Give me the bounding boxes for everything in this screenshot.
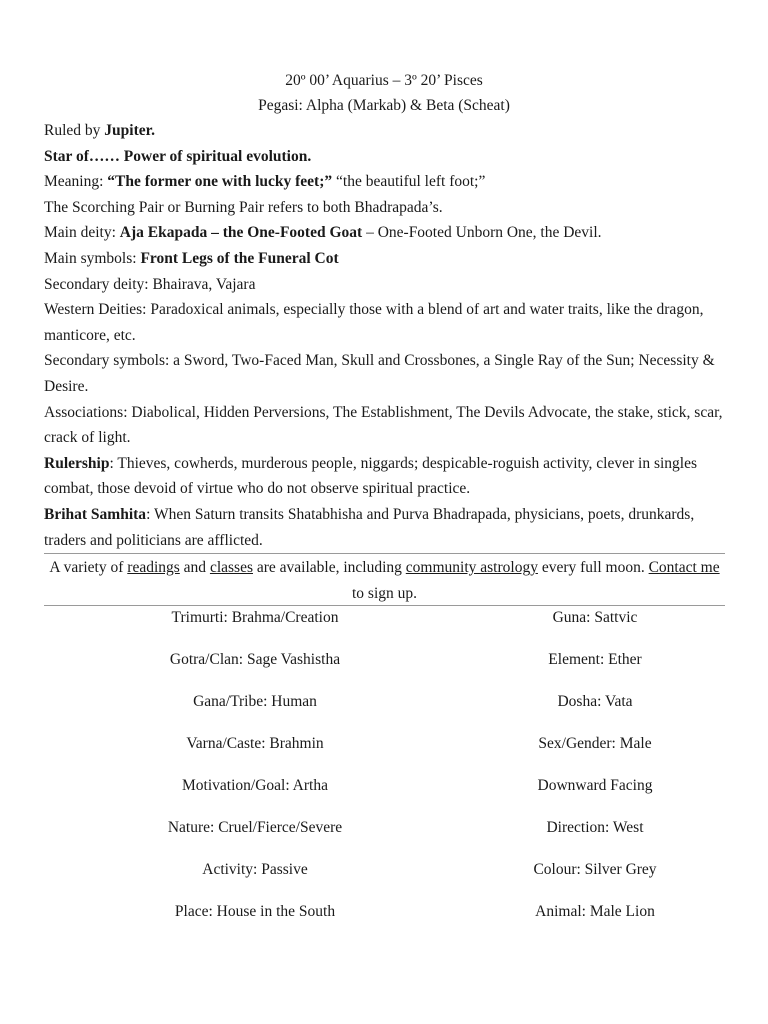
table-row bbox=[0, 691, 768, 733]
table-row bbox=[0, 649, 768, 691]
attribute-left: Place: House in the South bbox=[174, 903, 336, 920]
attribute-right: Guna: Sattvic bbox=[552, 609, 638, 626]
meaning-rest: “the beautiful left foot;” bbox=[332, 173, 486, 191]
promo-banner bbox=[44, 553, 725, 606]
secondary-deity: Secondary deity: Bhairava, Vajara bbox=[44, 275, 256, 293]
scorching-pair: The Scorching Pair or Burning Pair refers to both Bhadrapada’s. bbox=[44, 198, 443, 216]
ruled-by bbox=[44, 118, 734, 144]
secondary-symbols: Secondary symbols: a Sword, Two-Faced Man, Skull and Crossbones, a Single Ray of the Sun; Necessity & Desire. bbox=[44, 352, 715, 395]
attribute-right: Dosha: Vata bbox=[557, 693, 633, 710]
star-of-text: Star of…… Power of spiritual evolution. bbox=[44, 147, 312, 165]
attribute-left: Trimurti: Brahma/Creation bbox=[171, 609, 339, 626]
star-of bbox=[44, 144, 734, 170]
banner-text: every full moon. bbox=[537, 559, 649, 576]
contact-me-link[interactable]: Contact me bbox=[648, 559, 720, 576]
meaning-bold: “The former one with lucky feet;” bbox=[107, 173, 333, 191]
banner-text: to sign up. bbox=[351, 584, 418, 602]
table-row bbox=[0, 733, 768, 775]
ruled-label: Ruled by bbox=[44, 122, 105, 139]
deity-bold: Aja Ekapada – the One-Footed Goat bbox=[119, 224, 363, 242]
banner-text: and bbox=[179, 559, 210, 576]
table-row bbox=[0, 817, 768, 859]
attribute-right: Colour: Silver Grey bbox=[533, 861, 657, 878]
main-symbols bbox=[44, 246, 734, 272]
banner-text: A variety of bbox=[49, 559, 128, 576]
brihat-label: Brihat Samhita bbox=[44, 505, 147, 523]
rulership-label: Rulership bbox=[44, 454, 110, 472]
associations: Associations: Diabolical, Hidden Perversions, The Establishment, The Devils Advocate, the stake, stick, scar, crack of light. bbox=[44, 403, 723, 447]
attribute-left: Gotra/Clan: Sage Vashistha bbox=[169, 651, 341, 668]
deity-rest: – One-Footed Unborn One, the Devil. bbox=[362, 224, 602, 242]
table-row bbox=[0, 859, 768, 901]
table-row bbox=[0, 607, 768, 649]
community-astrology-link[interactable]: community astrology bbox=[405, 559, 538, 576]
main-deity bbox=[44, 220, 734, 246]
attribute-right: Direction: West bbox=[546, 819, 644, 836]
stars-line: Pegasi: Alpha (Markab) & Beta (Scheat) bbox=[258, 97, 510, 114]
degree-range: 20º 00’ Aquarius – 3º 20’ Pisces bbox=[285, 72, 483, 89]
symbols-bold: Front Legs of the Funeral Cot bbox=[140, 249, 339, 267]
table-row bbox=[0, 775, 768, 817]
attribute-left: Gana/Tribe: Human bbox=[193, 693, 317, 710]
banner-text: are available, including bbox=[252, 559, 406, 576]
attribute-left: Motivation/Goal: Artha bbox=[182, 777, 328, 794]
symbols-label: Main symbols: bbox=[44, 249, 141, 267]
rulership-rest: : Thieves, cowherds, murderous people, niggards; despicable-roguish activity, clever in singles combat, those devoid of virtue who do not observe spiritual practice. bbox=[44, 454, 698, 498]
western-deities: Western Deities: Paradoxical animals, especially those with a blend of art and water traits, like the dragon, manticore, etc. bbox=[44, 301, 704, 344]
attribute-right: Element: Ether bbox=[548, 651, 642, 668]
meaning bbox=[44, 169, 734, 195]
ruled-value: Jupiter. bbox=[104, 122, 155, 139]
brihat-samhita bbox=[44, 502, 734, 553]
header bbox=[0, 68, 768, 118]
table-row bbox=[0, 901, 768, 943]
rulership bbox=[44, 451, 734, 502]
brihat-rest: : When Saturn transits Shatabhisha and Purva Bhadrapada, physicians, poets, drunkards, traders and politicians are afflicted. bbox=[44, 505, 695, 549]
attribute-right: Downward Facing bbox=[537, 777, 653, 794]
deity-label: Main deity: bbox=[44, 224, 120, 242]
description bbox=[44, 118, 734, 553]
attribute-left: Varna/Caste: Brahmin bbox=[186, 735, 324, 752]
meaning-label: Meaning: bbox=[44, 173, 108, 191]
classes-link[interactable]: classes bbox=[209, 559, 253, 576]
attribute-right: Sex/Gender: Male bbox=[538, 735, 652, 752]
attribute-right: Animal: Male Lion bbox=[535, 903, 655, 920]
attributes-table bbox=[0, 607, 768, 943]
attribute-left: Activity: Passive bbox=[202, 861, 308, 878]
attribute-left: Nature: Cruel/Fierce/Severe bbox=[167, 819, 343, 836]
readings-link[interactable]: readings bbox=[127, 559, 180, 576]
